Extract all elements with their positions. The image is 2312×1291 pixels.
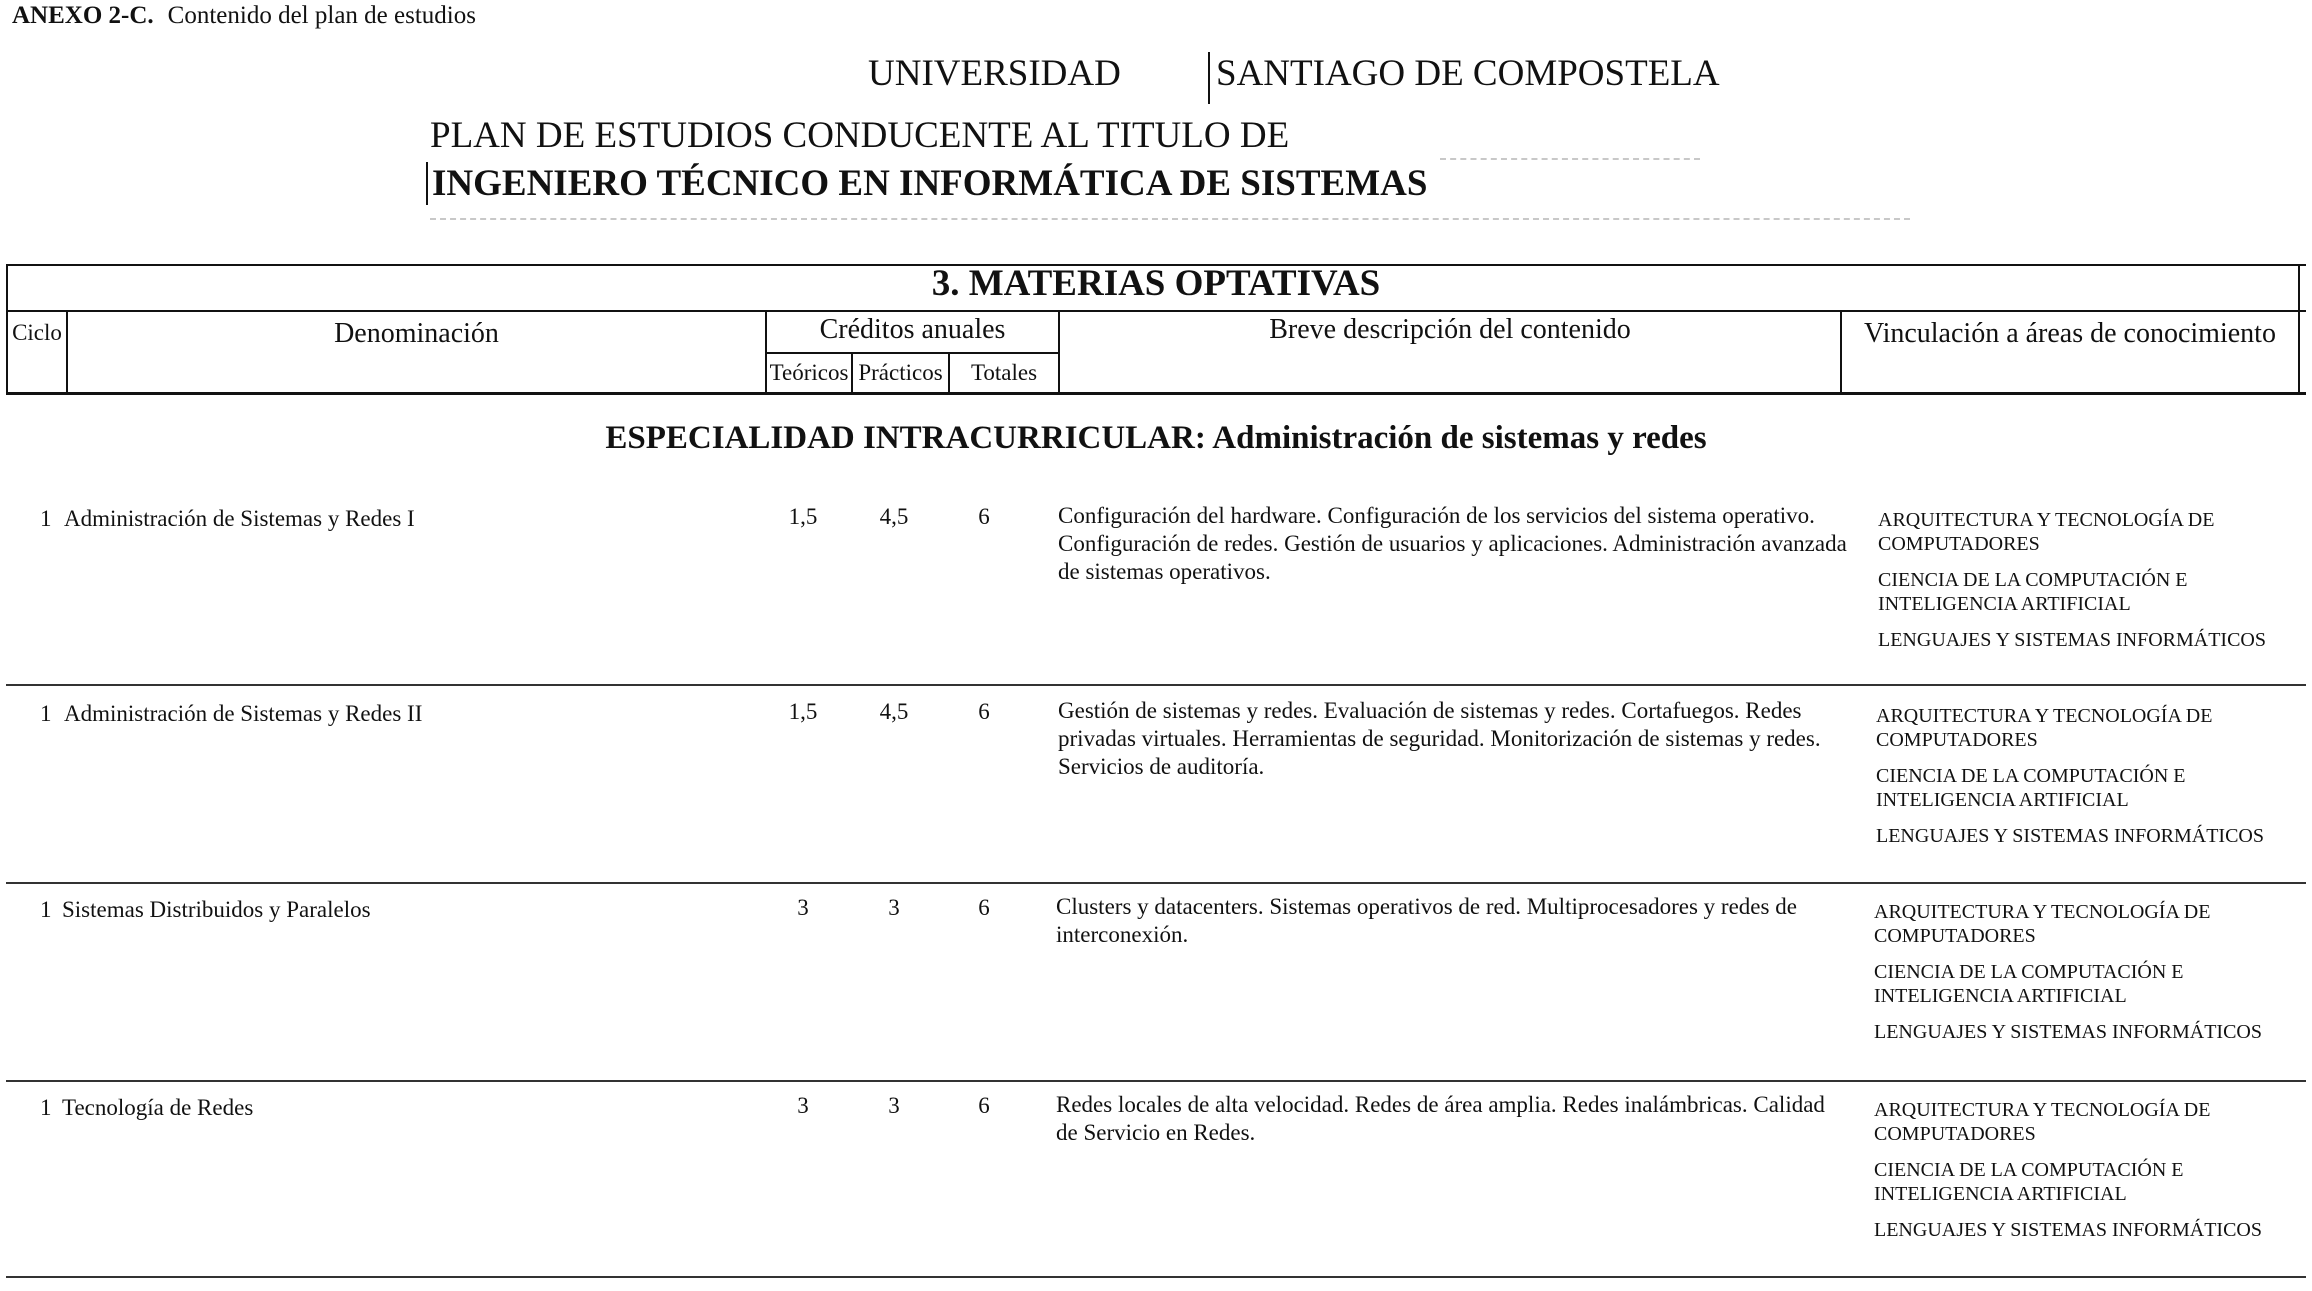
plan-line: PLAN DE ESTUDIOS CONDUCENTE AL TITULO DE bbox=[430, 115, 1290, 156]
area-item: ARQUITECTURA Y TECNOLOGÍA DE COMPUTADORES bbox=[1876, 705, 2213, 751]
area-item: CIENCIA DE LA COMPUTACIÓN E INTELIGENCIA ARTIFICIAL bbox=[1876, 765, 2186, 811]
row-separator bbox=[6, 1276, 2306, 1278]
col-teoricos: Teóricos bbox=[769, 360, 849, 385]
row-teoricos: 1,5 bbox=[788, 699, 818, 724]
row-teoricos: 3 bbox=[797, 1093, 809, 1118]
row-totales: 6 bbox=[978, 1093, 990, 1118]
university-label: UNIVERSIDAD bbox=[868, 53, 1121, 94]
area-item: CIENCIA DE LA COMPUTACIÓN E INTELIGENCIA ARTIFICIAL bbox=[1874, 961, 2184, 1007]
area-item: ARQUITECTURA Y TECNOLOGÍA DE COMPUTADORES bbox=[1874, 1099, 2211, 1145]
row-name: Administración de Sistemas y Redes I bbox=[64, 506, 415, 531]
credits-sub-border bbox=[767, 352, 1058, 354]
col-totales: Totales bbox=[970, 360, 1038, 385]
row-ciclo: 1 bbox=[40, 506, 52, 531]
row-areas bbox=[1876, 704, 2276, 860]
row-separator bbox=[6, 684, 2306, 686]
row-practicos: 3 bbox=[888, 895, 900, 920]
annex-label: ANEXO 2-C. bbox=[12, 2, 154, 29]
col-vinculacion: Vinculación a áreas de conocimiento bbox=[1864, 318, 2276, 349]
header-bottom-border bbox=[6, 392, 2306, 395]
area-item: ARQUITECTURA Y TECNOLOGÍA DE COMPUTADORES bbox=[1878, 509, 2215, 555]
row-ciclo: 1 bbox=[40, 701, 52, 726]
area-item: CIENCIA DE LA COMPUTACIÓN E INTELIGENCIA ARTIFICIAL bbox=[1878, 569, 2188, 615]
row-ciclo: 1 bbox=[40, 897, 52, 922]
row-areas bbox=[1878, 508, 2278, 664]
row-description: Redes locales de alta velocidad. Redes de área amplia. Redes inalámbricas. Calidad de Servicio en Redes. bbox=[1056, 1092, 1825, 1145]
row-name: Administración de Sistemas y Redes II bbox=[64, 701, 423, 726]
row-ciclo: 1 bbox=[40, 1095, 52, 1120]
row-totales: 6 bbox=[978, 699, 990, 724]
degree-title: INGENIERO TÉCNICO EN INFORMÁTICA DE SISTEMAS bbox=[426, 162, 1427, 205]
col-descripcion: Breve descripción del contenido bbox=[1269, 314, 1631, 345]
row-name: Tecnología de Redes bbox=[62, 1095, 254, 1120]
area-item: LENGUAJES Y SISTEMAS INFORMÁTICOS bbox=[1874, 1021, 2262, 1043]
row-description: Gestión de sistemas y redes. Evaluación de sistemas y redes. Cortafuegos. Redes privadas virtuales. Herramientas de seguridad. Monitorización de sistemas y redes. Servicios de auditoría. bbox=[1058, 698, 1821, 779]
row-totales: 6 bbox=[978, 504, 990, 529]
row-description: Clusters y datacenters. Sistemas operativos de red. Multiprocesadores y redes de interconexión. bbox=[1056, 894, 1797, 947]
speciality-heading: ESPECIALIDAD INTRACURRICULAR: Administración de sistemas y redes bbox=[605, 420, 1707, 456]
university-name: SANTIAGO DE COMPOSTELA bbox=[1208, 52, 1720, 104]
area-item: LENGUAJES Y SISTEMAS INFORMÁTICOS bbox=[1874, 1219, 2262, 1241]
row-separator bbox=[6, 1080, 2306, 1082]
col-ciclo: Ciclo bbox=[12, 320, 62, 345]
row-practicos: 3 bbox=[888, 1093, 900, 1118]
annex-heading bbox=[12, 2, 476, 30]
row-teoricos: 3 bbox=[797, 895, 809, 920]
area-item: CIENCIA DE LA COMPUTACIÓN E INTELIGENCIA ARTIFICIAL bbox=[1874, 1159, 2184, 1205]
row-description: Configuración del hardware. Configuración de los servicios del sistema operativo. Configuración de redes. Gestión de usuarios y aplicaciones. Administración avanzada de sistemas operativos. bbox=[1058, 503, 1847, 584]
row-areas bbox=[1874, 1098, 2274, 1254]
faint-rule bbox=[430, 218, 1910, 220]
row-practicos: 4,5 bbox=[879, 504, 909, 529]
row-totales: 6 bbox=[978, 895, 990, 920]
col-creditos: Créditos anuales bbox=[819, 314, 1006, 345]
section-title: 3. MATERIAS OPTATIVAS bbox=[931, 263, 1381, 304]
row-teoricos: 1,5 bbox=[788, 504, 818, 529]
col-denominacion: Denominación bbox=[334, 318, 499, 349]
area-item: LENGUAJES Y SISTEMAS INFORMÁTICOS bbox=[1876, 825, 2264, 847]
annex-text: Contenido del plan de estudios bbox=[167, 2, 476, 29]
area-item: ARQUITECTURA Y TECNOLOGÍA DE COMPUTADORES bbox=[1874, 901, 2211, 947]
row-areas bbox=[1874, 900, 2274, 1056]
col-practicos: Prácticos bbox=[858, 360, 943, 385]
faint-rule bbox=[1440, 158, 1700, 160]
row-practicos: 4,5 bbox=[879, 699, 909, 724]
row-separator bbox=[6, 882, 2306, 884]
header-row-border bbox=[6, 310, 2306, 312]
area-item: LENGUAJES Y SISTEMAS INFORMÁTICOS bbox=[1878, 629, 2266, 651]
row-name: Sistemas Distribuidos y Paralelos bbox=[62, 897, 371, 922]
